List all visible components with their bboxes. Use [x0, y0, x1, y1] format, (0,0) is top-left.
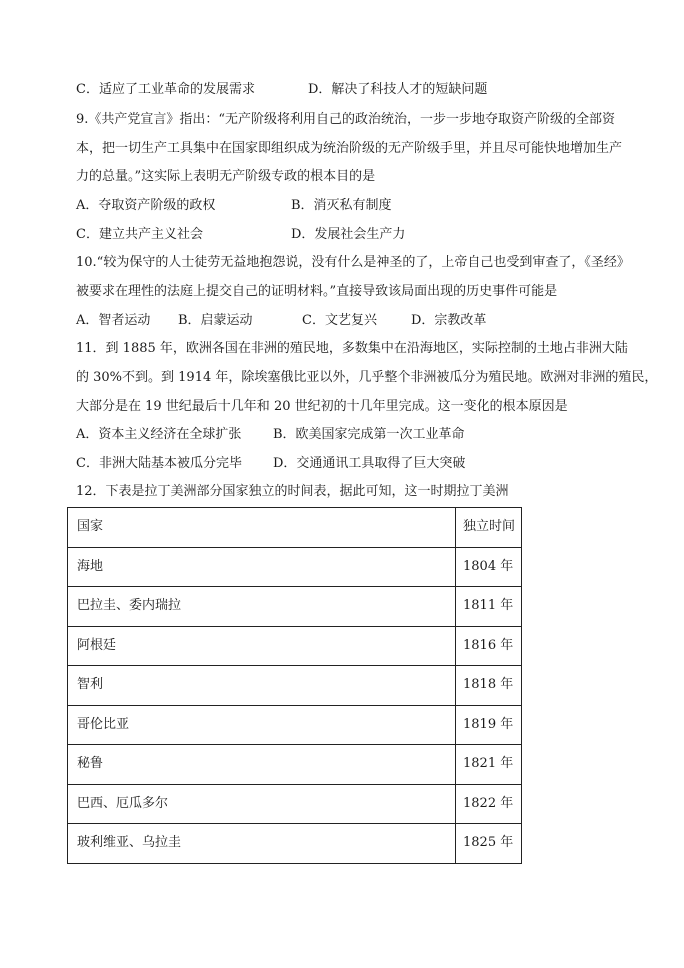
- q9-option-c: C．建立共产主义社会: [76, 227, 203, 242]
- cell-year: 1822 年: [456, 784, 522, 824]
- q8-option-c: C．适应了工业革命的发展需求: [76, 82, 255, 97]
- q8-option-d: D．解决了科技人才的短缺问题: [308, 82, 488, 97]
- cell-year: 1819 年: [456, 705, 522, 745]
- cell-year: 1811 年: [456, 587, 522, 627]
- q10-option-c: C．文艺复兴: [302, 313, 377, 328]
- cell-country: 哥伦比亚: [68, 705, 456, 745]
- cell-country: 巴西、厄瓜多尔: [68, 784, 456, 824]
- q11-stem-line-3: 大部分是在 19 世纪最后十几年和 20 世纪初的十几年里完成。这一变化的根本原因是: [76, 399, 568, 414]
- q12-stem: 12．下表是拉丁美洲部分国家独立的时间表，据此可知，这一时期拉丁美洲: [76, 484, 509, 499]
- q11-option-d: D．交通通讯工具取得了巨大突破: [273, 456, 466, 471]
- q10-option-a: A．智者运动: [76, 313, 151, 328]
- q11-option-a: A．资本主义经济在全球扩张: [76, 427, 242, 442]
- table-row: [68, 587, 522, 627]
- cell-year: 1816 年: [456, 626, 522, 666]
- cell-year: 1804 年: [456, 547, 522, 587]
- cell-country: 智利: [68, 666, 456, 706]
- q11-option-c: C．非洲大陆基本被瓜分完毕: [76, 456, 242, 471]
- q9-option-b: B．消灭私有制度: [291, 198, 392, 213]
- cell-year: 1821 年: [456, 745, 522, 785]
- q9-stem-line-3: 力的总量。”这实际上表明无产阶级专政的根本目的是: [76, 169, 376, 184]
- q9-option-a: A．夺取资产阶级的政权: [76, 198, 216, 213]
- cell-country: 秘鲁: [68, 745, 456, 785]
- independence-table: [67, 507, 522, 864]
- q10-option-d: D．宗教改革: [411, 313, 487, 328]
- cell-year: 1818 年: [456, 666, 522, 706]
- header-country: 国家: [68, 508, 456, 548]
- table-row: [68, 784, 522, 824]
- q9-option-d: D．发展社会生产力: [291, 227, 406, 242]
- cell-year: 1825 年: [456, 824, 522, 864]
- q9-stem-line-2: 本，把一切生产工具集中在国家即组织成为统治阶级的无产阶级手里，并且尽可能快地增加生产: [76, 141, 623, 156]
- table-row: [68, 824, 522, 864]
- table-row: [68, 705, 522, 745]
- q11-option-b: B．欧美国家完成第一次工业革命: [273, 427, 465, 442]
- table-row: [68, 745, 522, 785]
- table-row: [68, 547, 522, 587]
- q10-option-b: B．启蒙运动: [178, 313, 253, 328]
- q11-stem-line-1: 11．到 1885 年，欧洲各国在非洲的殖民地，多数集中在沿海地区，实际控制的土地占非洲大陆: [76, 341, 628, 356]
- table-row: [68, 626, 522, 666]
- cell-country: 玻利维亚、乌拉圭: [68, 824, 456, 864]
- q10-stem-line-2: 被要求在理性的法庭上提交自己的证明材料。”直接导致该局面出现的历史事件可能是: [76, 284, 558, 299]
- q9-stem-line-1: 9.《共产党宣言》指出：“无产阶级将利用自己的政治统治，一步一步地夺取资产阶级的全部资: [76, 112, 616, 127]
- cell-country: 海地: [68, 547, 456, 587]
- header-independence-time: 独立时间: [456, 508, 522, 548]
- q11-stem-line-2: 的 30%不到。到 1914 年，除埃塞俄比亚以外，几乎整个非洲被瓜分为殖民地。欧洲对非洲的殖民，: [76, 370, 658, 385]
- table-row: [68, 666, 522, 706]
- cell-country: 阿根廷: [68, 626, 456, 666]
- q10-stem-line-1: 10.“较为保守的人士徒劳无益地抱怨说，没有什么是神圣的了，上帝自己也受到审查了，《圣经》: [76, 255, 630, 270]
- cell-country: 巴拉圭、委内瑞拉: [68, 587, 456, 627]
- table-header-row: [68, 508, 522, 548]
